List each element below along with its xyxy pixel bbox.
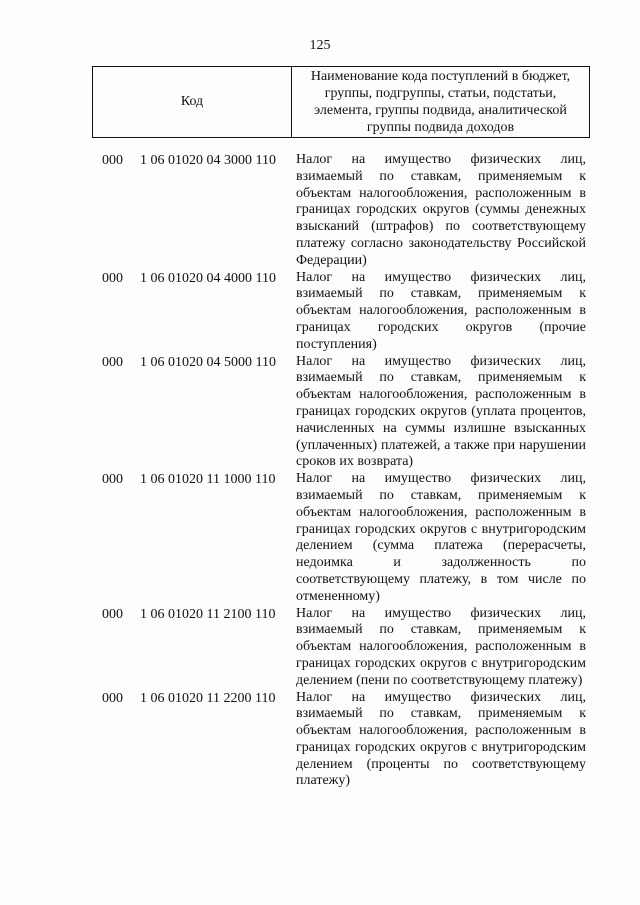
table-row [0,354,640,472]
table-row [0,606,640,690]
row-description: Налог на имущество физических лиц, взимаемый по ставкам, применяемым к объектам налогообложения, расположенным в границах городских округов (прочие поступления) [296,269,586,352]
row-income-code: 1 06 01020 04 4000 110 [140,270,276,286]
row-description: Налог на имущество физических лиц, взимаемый по ставкам, применяемым к объектам налогообложения, расположенным в границах городских округов с внутригородским делением (пени по соответствующему платежу) [296,605,586,688]
row-income-code: 1 06 01020 04 5000 110 [140,354,276,370]
row-description: Налог на имущество физических лиц, взимаемый по ставкам, применяемым к объектам налогообложения, расположенным в границах городских округов (суммы денежных взысканий (штрафов) по соответствующему платежу согласно законодательству Российской Федерации) [296,152,586,268]
table-row [0,152,640,270]
header-code-label: Код [93,67,292,137]
row-income-code: 1 06 01020 11 2100 110 [140,606,276,622]
table-row [0,270,640,354]
table-header [92,66,590,138]
table-row [0,471,640,605]
row-admin-code: 000 [102,606,123,622]
row-description: Налог на имущество физических лиц, взимаемый по ставкам, применяемым к объектам налогообложения, расположенным в границах городских округов с внутригородским делением (сумма платежа (перерасчеты, недоимка и задолженность по соответствующему платежу, в том числе по отмененному) [296,471,586,604]
row-income-code: 1 06 01020 04 3000 110 [140,153,276,168]
income-codes-list [0,152,640,790]
row-income-code: 1 06 01020 11 1000 110 [140,472,276,488]
row-description: Налог на имущество физических лиц, взимаемый по ставкам, применяемым к объектам налогообложения, расположенным в границах городских округов с внутригородским делением (проценты по соответствующему платежу) [296,689,586,789]
row-admin-code: 000 [102,354,123,370]
row-admin-code: 000 [102,690,123,706]
header-name-label: Наименование кода поступлений в бюджет, группы, подгруппы, статьи, подстатьи, элемента, группы подвида, аналитической группы подвида доходов [310,69,571,135]
row-admin-code: 000 [102,153,123,168]
row-income-code: 1 06 01020 11 2200 110 [140,690,276,706]
row-admin-code: 000 [102,472,123,488]
table-row [0,690,640,791]
row-description: Налог на имущество физических лиц, взимаемый по ставкам, применяемым к объектам налогообложения, расположенным в границах городских округов (уплата процентов, начисленных на суммы излишне взысканных (уплаченных) платежей, а также при нарушении сроков их возврата) [296,353,586,470]
page-number: 125 [309,38,331,53]
row-admin-code: 000 [102,270,123,286]
